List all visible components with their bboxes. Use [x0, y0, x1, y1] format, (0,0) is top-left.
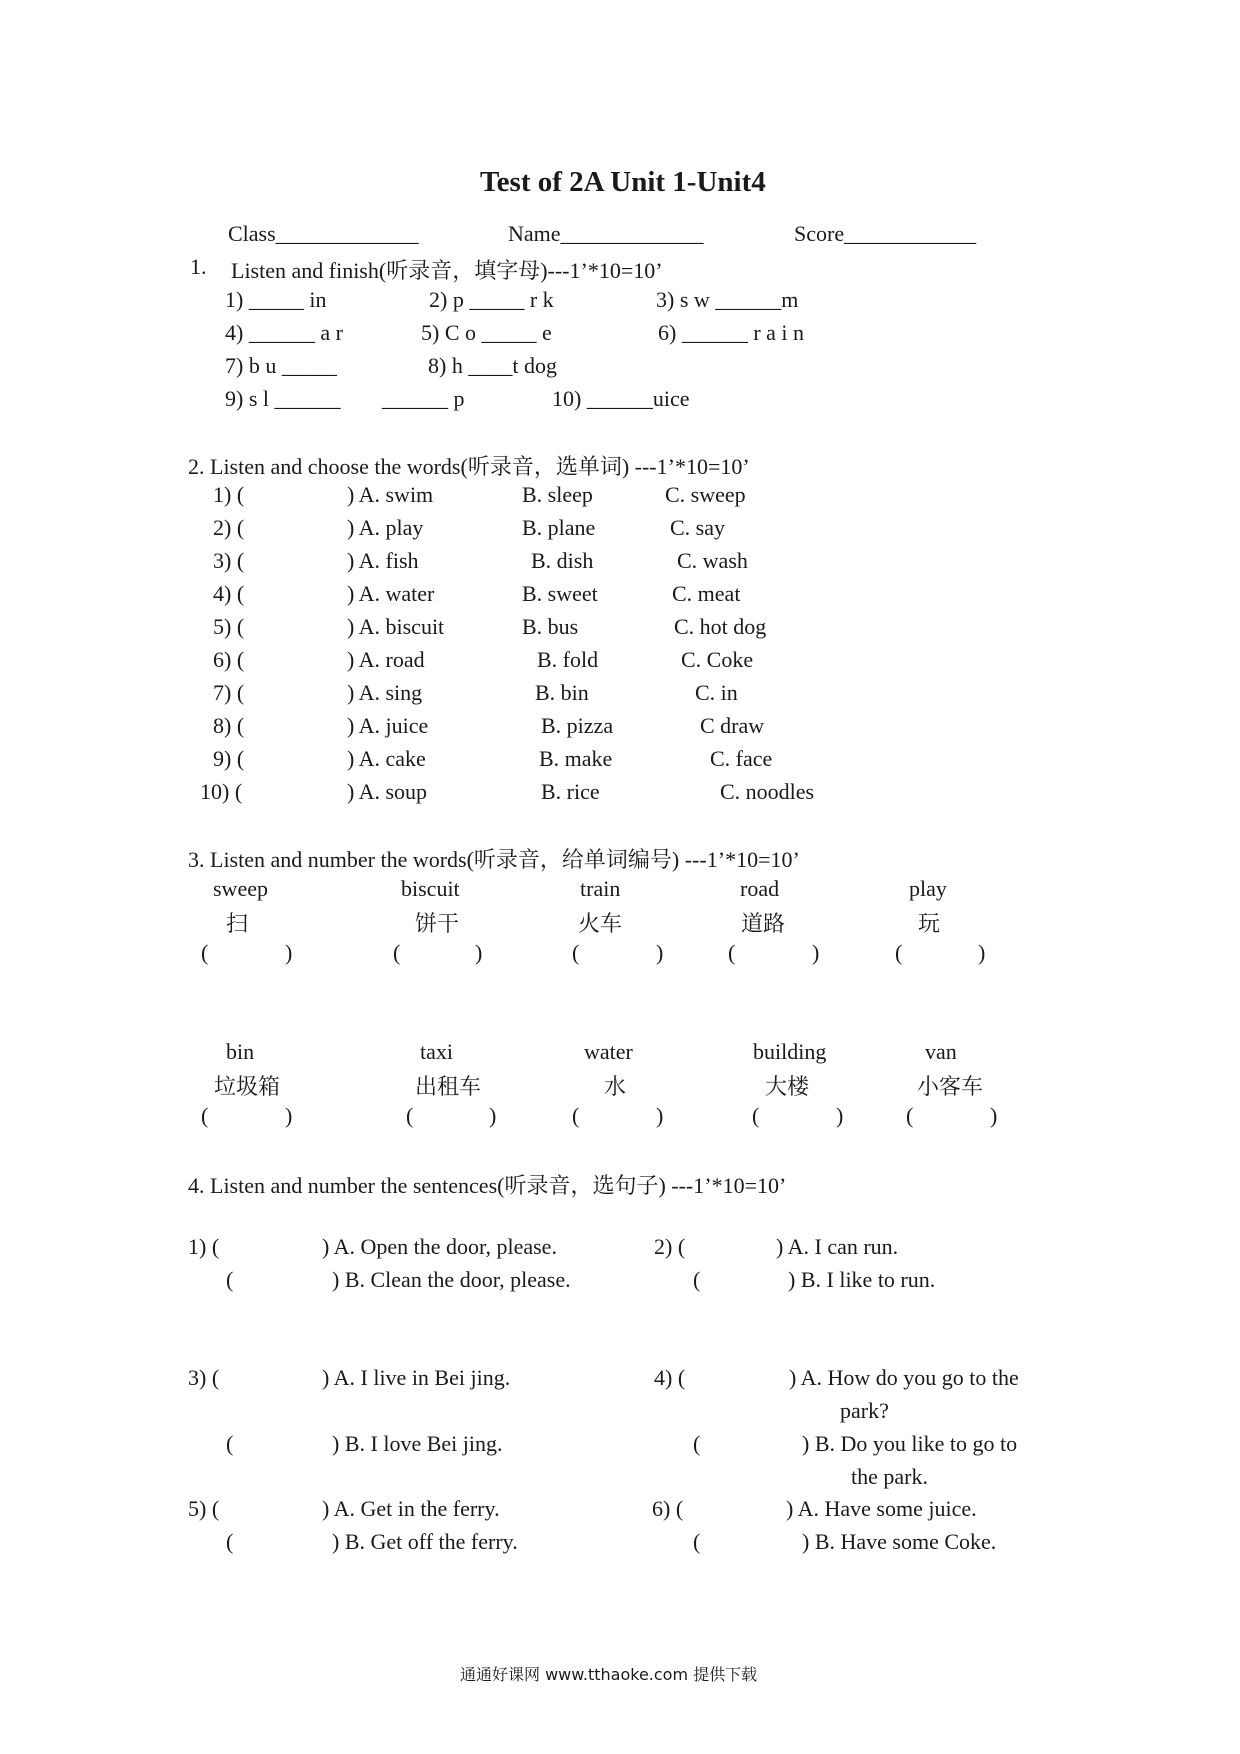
s4-q2-num: 2) (: [654, 1234, 686, 1259]
s2-num: 6) (: [213, 647, 245, 672]
s2-option-a: ) A. sing: [347, 680, 423, 705]
section1-number: 1.: [190, 254, 207, 279]
s3-paren: ): [475, 940, 483, 965]
s4-q6-b: ) B. Have some Coke.: [802, 1529, 997, 1554]
section1-heading: Listen and finish(听录音，填字母)---1’*10=10’: [231, 258, 663, 283]
section2-heading: 2. Listen and choose the words(听录音，选单词) ---1’*10=10’: [188, 454, 750, 479]
s2-option-c: C. Coke: [681, 647, 754, 672]
s3-paren: (: [572, 1103, 580, 1128]
s4-q5-b: ) B. Get off the ferry.: [332, 1529, 518, 1554]
s3-zh: 出租车: [415, 1074, 482, 1099]
s4-q4-b-open: (: [693, 1431, 701, 1456]
s4-q1-a: ) A. Open the door, please.: [322, 1234, 557, 1259]
s2-num: 9) (: [213, 746, 245, 771]
s4-q4-a: ) A. How do you go to the: [789, 1365, 1019, 1390]
s3-word: van: [925, 1039, 957, 1064]
s4-q4-b: ) B. Do you like to go to: [802, 1431, 1018, 1456]
s2-num: 7) (: [213, 680, 245, 705]
s2-option-a: ) A. fish: [347, 548, 419, 573]
s3-paren: (: [572, 940, 580, 965]
s4-q5-a: ) A. Get in the ferry.: [322, 1496, 500, 1521]
s3-paren: (: [393, 940, 401, 965]
s4-q3-num: 3) (: [188, 1365, 220, 1390]
s4-q4-num: 4) (: [654, 1365, 686, 1390]
s1-item: 6) ______ r a i n: [658, 320, 805, 345]
s2-option-b: B. bus: [522, 614, 579, 639]
s2-num: 5) (: [213, 614, 245, 639]
s3-zh: 饼干: [415, 911, 460, 936]
s3-word: train: [580, 876, 621, 901]
s1-item: ______ p: [382, 386, 465, 411]
s3-paren: ): [656, 940, 664, 965]
s1-item: 4) ______ a r: [225, 320, 343, 345]
s1-item: 10) ______uice: [552, 386, 690, 411]
s3-paren: ): [285, 1103, 293, 1128]
s4-q3-b: ) B. I love Bei jing.: [332, 1431, 503, 1456]
s2-num: 2) (: [213, 515, 245, 540]
s2-option-a: ) A. soup: [347, 779, 428, 804]
s3-word: bin: [226, 1039, 255, 1064]
s2-option-c: C. say: [670, 515, 725, 540]
s2-option-a: ) A. cake: [347, 746, 426, 771]
s2-option-b: B. sleep: [522, 482, 593, 507]
s2-option-a: ) A. swim: [347, 482, 434, 507]
s4-q2-a: ) A. I can run.: [776, 1234, 899, 1259]
s2-option-c: C. wash: [677, 548, 748, 573]
s2-option-b: B. pizza: [541, 713, 614, 738]
s2-num: 10) (: [200, 779, 243, 804]
s3-word: water: [584, 1039, 633, 1064]
s4-q6-num: 6) (: [652, 1496, 684, 1521]
s3-zh: 扫: [226, 911, 249, 936]
s4-q1-b: ) B. Clean the door, please.: [332, 1267, 571, 1292]
s3-paren: (: [752, 1103, 760, 1128]
s4-q1-num: 1) (: [188, 1234, 220, 1259]
s2-option-b: B. rice: [541, 779, 600, 804]
s4-q6-a: ) A. Have some juice.: [786, 1496, 977, 1521]
s2-option-a: ) A. road: [347, 647, 425, 672]
s3-word: sweep: [213, 876, 268, 901]
s3-word: building: [753, 1039, 827, 1064]
s3-paren: ): [836, 1103, 844, 1128]
s3-word: biscuit: [401, 876, 460, 901]
footer-credit: 通通好课网 www.tthaoke.com 提供下载: [460, 1665, 758, 1684]
s3-paren: ): [812, 940, 820, 965]
s2-option-b: B. fold: [537, 647, 599, 672]
s4-q5-b-open: (: [226, 1529, 234, 1554]
s2-option-a: ) A. biscuit: [347, 614, 445, 639]
s3-paren: (: [906, 1103, 914, 1128]
name-field: Name_____________: [508, 221, 704, 246]
s4-q6-b-open: (: [693, 1529, 701, 1554]
s3-zh: 水: [604, 1074, 627, 1099]
s1-item: 5) C o _____ e: [421, 320, 552, 345]
s1-item: 9) s l ______: [225, 386, 341, 411]
s2-option-b: B. bin: [535, 680, 589, 705]
s1-item: 7) b u _____: [225, 353, 337, 378]
s2-option-c: C. face: [710, 746, 773, 771]
page-title: Test of 2A Unit 1-Unit4: [480, 166, 766, 198]
s3-word: road: [740, 876, 780, 901]
s3-paren: ): [990, 1103, 998, 1128]
s2-num: 4) (: [213, 581, 245, 606]
s3-zh: 垃圾箱: [214, 1074, 281, 1099]
s3-word: taxi: [420, 1039, 453, 1064]
s2-option-c: C. sweep: [665, 482, 746, 507]
s2-option-c: C. hot dog: [674, 614, 767, 639]
s4-q3-a: ) A. I live in Bei jing.: [322, 1365, 511, 1390]
s2-option-a: ) A. water: [347, 581, 435, 606]
s3-zh: 玩: [918, 911, 941, 936]
s2-option-b: B. sweet: [522, 581, 598, 606]
s2-option-b: B. dish: [531, 548, 594, 573]
s1-item: 3) s w ______m: [656, 287, 799, 312]
s3-paren: (: [201, 1103, 209, 1128]
s1-item: 2) p _____ r k: [429, 287, 554, 312]
s2-num: 3) (: [213, 548, 245, 573]
s4-q1-b-open: (: [226, 1267, 234, 1292]
s2-num: 1) (: [213, 482, 245, 507]
s4-q4-a-cont: park?: [840, 1398, 889, 1423]
s3-paren: ): [656, 1103, 664, 1128]
s4-q2-b: ) B. I like to run.: [788, 1267, 936, 1292]
s3-paren: ): [489, 1103, 497, 1128]
s3-zh: 道路: [741, 911, 786, 936]
class-field: Class_____________: [228, 221, 419, 246]
section4-heading: 4. Listen and number the sentences(听录音，选句子) ---1’*10=10’: [188, 1173, 787, 1198]
s3-zh: 小客车: [917, 1074, 984, 1099]
s3-zh: 大楼: [765, 1074, 810, 1099]
s2-option-b: B. make: [539, 746, 613, 771]
s1-item: 1) _____ in: [225, 287, 327, 312]
s2-option-c: C. meat: [672, 581, 741, 606]
score-field: Score____________: [794, 221, 977, 246]
s4-q2-b-open: (: [693, 1267, 701, 1292]
s2-option-b: B. plane: [522, 515, 596, 540]
s3-paren: (: [728, 940, 736, 965]
s3-word: play: [909, 876, 947, 901]
s4-q5-num: 5) (: [188, 1496, 220, 1521]
s3-zh: 火车: [578, 911, 623, 936]
s3-paren: (: [895, 940, 903, 965]
s2-option-a: ) A. play: [347, 515, 424, 540]
s3-paren: (: [406, 1103, 414, 1128]
s2-option-c: C. in: [695, 680, 738, 705]
s2-num: 8) (: [213, 713, 245, 738]
s3-paren: (: [201, 940, 209, 965]
s3-paren: ): [978, 940, 986, 965]
s3-paren: ): [285, 940, 293, 965]
s1-item: 8) h ____t dog: [428, 353, 557, 378]
s2-option-c: C. noodles: [720, 779, 815, 804]
s2-option-a: ) A. juice: [347, 713, 429, 738]
s4-q3-b-open: (: [226, 1431, 234, 1456]
s2-option-c: C draw: [700, 713, 765, 738]
section3-heading: 3. Listen and number the words(听录音，给单词编号) ---1’*10=10’: [188, 847, 800, 872]
s4-q4-b-cont: the park.: [851, 1464, 928, 1489]
